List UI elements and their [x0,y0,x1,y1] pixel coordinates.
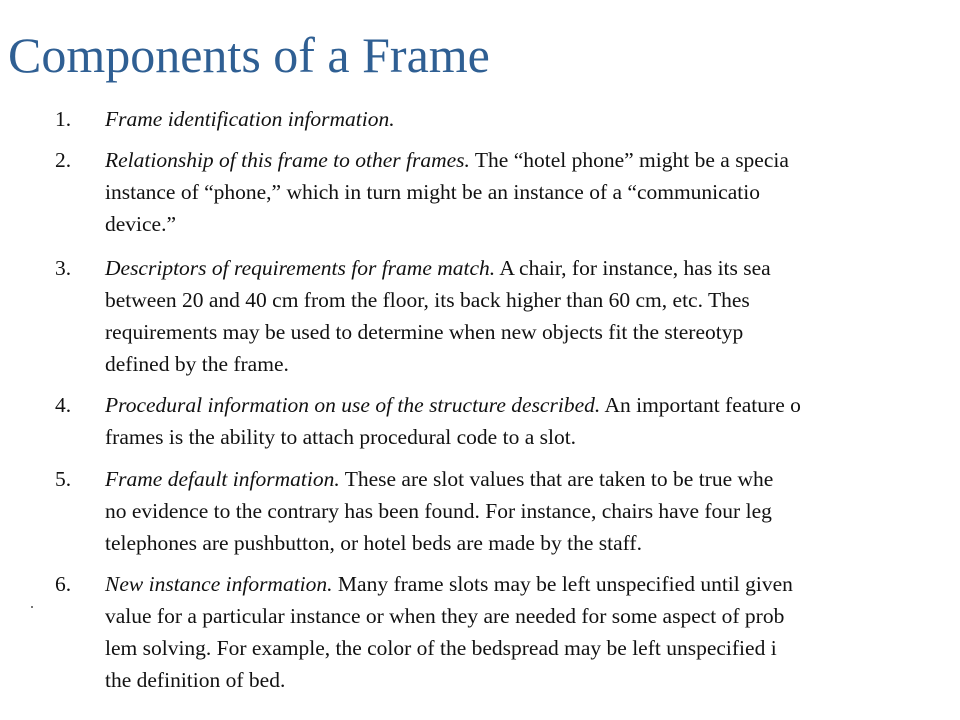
item-text: instance of “phone,” which in turn might be an instance of a “communicatio [105,180,760,204]
item-number: 3. [55,256,72,280]
scan-speck [31,606,33,608]
item-first-line [105,390,801,422]
item-text: lem solving. For example, the color of the bedspread may be left unspecified i [105,636,777,660]
scanned-text-excerpt [0,98,960,720]
item-text: These are slot values that are taken to be true whe [339,467,774,491]
item-text: An important feature o [600,393,801,417]
item-text: telephones are pushbutton, or hotel beds are made by the staff. [105,531,642,555]
item-heading: Frame identification information. [105,107,395,131]
list-item [0,569,960,697]
item-text: defined by the frame. [105,352,289,376]
item-heading: Descriptors of requirements for frame match. [105,256,496,280]
item-number: 5. [55,467,72,491]
list-item [0,464,960,560]
item-text: between 20 and 40 cm from the floor, its back higher than 60 cm, etc. Thes [105,288,750,312]
item-first-line [105,569,793,601]
item-number: 4. [55,393,72,417]
item-first-line [105,253,771,285]
item-first-line [105,145,789,177]
list-item [0,104,960,136]
item-text: Many frame slots may be left unspecified until given [332,572,793,596]
item-text: no evidence to the contrary has been found. For instance, chairs have four leg [105,499,772,523]
item-heading: New instance information. [105,572,333,596]
item-text: A chair, for instance, has its sea [495,256,771,280]
list-item [0,145,960,241]
item-text: the definition of bed. [105,668,286,692]
slide-title: Components of a Frame [8,27,490,83]
item-text: value for a particular instance or when they are needed for some aspect of prob [105,604,785,628]
list-item [0,253,960,381]
item-heading: Procedural information on use of the structure described. [105,393,601,417]
item-first-line [105,464,773,496]
item-text: The “hotel phone” might be a specia [469,148,789,172]
item-number: 2. [55,148,72,172]
item-number: 6. [55,572,72,596]
item-heading: Relationship of this frame to other frames. [105,148,470,172]
list-item [0,390,960,454]
item-text: frames is the ability to attach procedural code to a slot. [105,425,577,449]
item-heading: Frame default information. [105,467,340,491]
item-number: 1. [55,107,72,131]
item-text: requirements may be used to determine when new objects fit the stereotyp [105,320,744,344]
item-text: device.” [105,212,177,236]
item-first-line [105,104,395,136]
